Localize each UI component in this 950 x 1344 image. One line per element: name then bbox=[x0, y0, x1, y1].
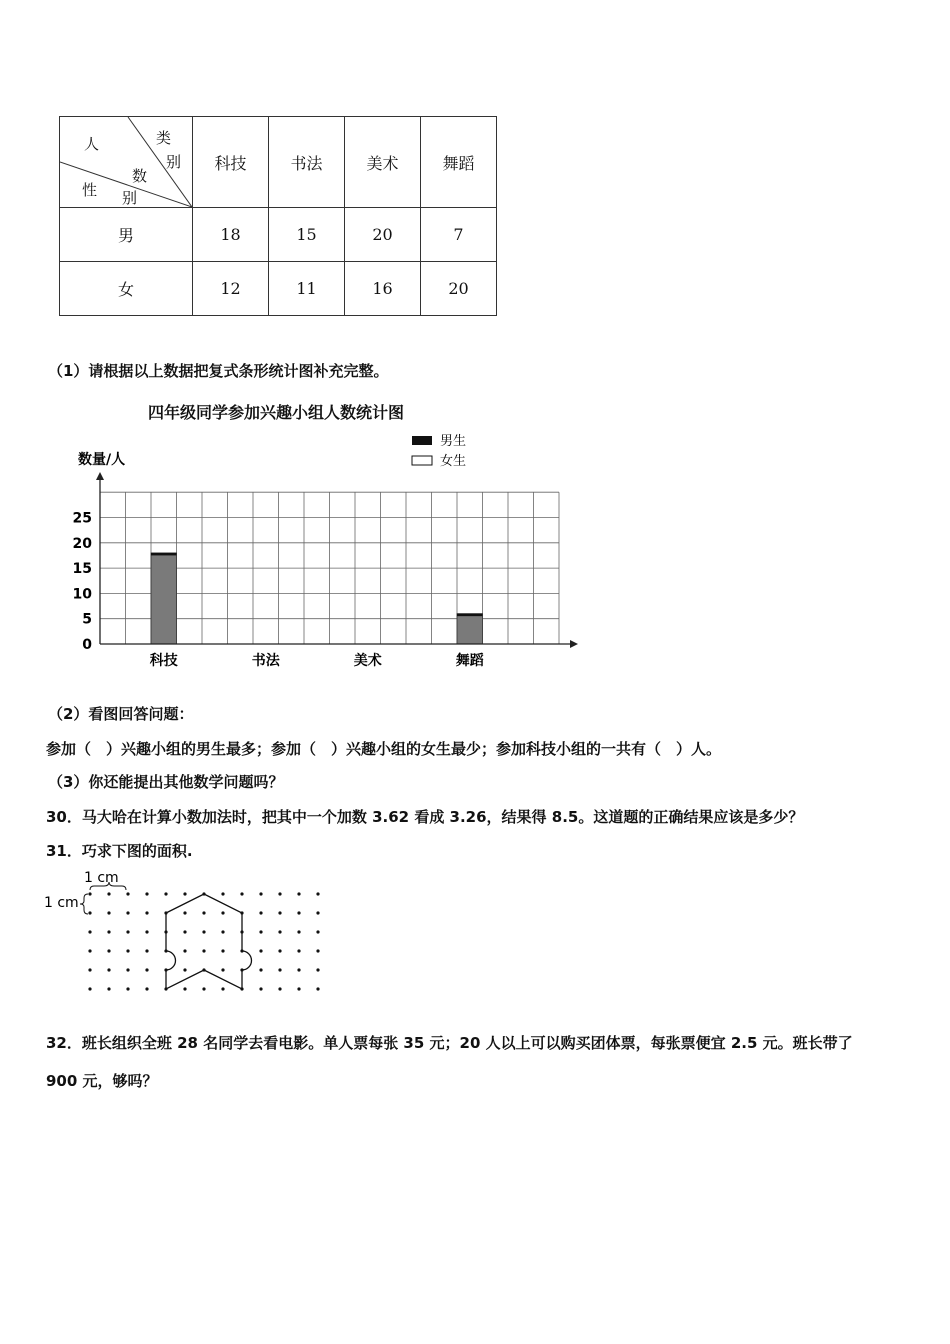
grid-dot bbox=[316, 968, 319, 971]
legend-label-boys: 男生 bbox=[440, 434, 467, 449]
grid-dot bbox=[316, 911, 319, 914]
grid-dot bbox=[107, 968, 110, 971]
bar-boys bbox=[457, 614, 483, 644]
x-axis-arrow bbox=[570, 640, 578, 648]
bar-top-mark bbox=[457, 614, 483, 617]
legend-label-girls: 女生 bbox=[440, 454, 467, 469]
x-tick-label: 书法 bbox=[251, 653, 280, 669]
corner-label-ren: 人 bbox=[84, 135, 100, 153]
grid-dot bbox=[88, 968, 91, 971]
y-tick-label: 10 bbox=[72, 586, 92, 603]
grid-dot bbox=[221, 968, 224, 971]
grid-dot bbox=[221, 911, 224, 914]
grid-dot bbox=[183, 892, 186, 895]
cell-girls-wudao: 20 bbox=[421, 262, 497, 316]
grid-dot bbox=[259, 892, 262, 895]
corner-label-bie1: 别 bbox=[166, 153, 182, 171]
grid-dot bbox=[183, 949, 186, 952]
grid-dot bbox=[145, 949, 148, 952]
grid-dot bbox=[278, 987, 281, 990]
y-tick-label: 5 bbox=[82, 611, 92, 628]
puzzle-shape-outline bbox=[166, 894, 252, 989]
x-tick-label: 科技 bbox=[149, 653, 178, 669]
y-tick-labels bbox=[73, 511, 93, 654]
grid-dot bbox=[88, 987, 91, 990]
legend-swatch-boys bbox=[412, 436, 432, 445]
x-tick-label: 美术 bbox=[353, 653, 382, 669]
bar-chart bbox=[60, 428, 580, 673]
x-tick-labels bbox=[150, 652, 484, 669]
grid-dot bbox=[88, 930, 91, 933]
grid-dot bbox=[221, 930, 224, 933]
grid-dot bbox=[297, 968, 300, 971]
cell-girls-shufa: 11 bbox=[269, 262, 345, 316]
corner-label-shu: 数 bbox=[132, 167, 148, 185]
grid-dot bbox=[126, 987, 129, 990]
col-header-keji: 科技 bbox=[193, 117, 269, 208]
row-label-boys: 男 bbox=[60, 208, 193, 262]
grid-dot bbox=[297, 987, 300, 990]
grid-dot bbox=[259, 930, 262, 933]
grid-dot bbox=[107, 892, 110, 895]
grid-dot bbox=[88, 949, 91, 952]
grid-dot bbox=[316, 892, 319, 895]
cell-girls-meishu: 16 bbox=[345, 262, 421, 316]
dot-grid bbox=[88, 892, 319, 990]
legend-swatch-girls bbox=[412, 456, 432, 465]
question-31: 31．巧求下图的面积. bbox=[46, 842, 193, 860]
grid-dot bbox=[107, 949, 110, 952]
grid-dot bbox=[278, 949, 281, 952]
interest-group-table bbox=[59, 116, 497, 316]
legend bbox=[412, 433, 466, 469]
y-tick-label: 15 bbox=[72, 561, 92, 578]
col-header-wudao: 舞蹈 bbox=[421, 117, 497, 208]
grid-dot bbox=[221, 892, 224, 895]
grid-dot bbox=[183, 930, 186, 933]
grid-dot bbox=[202, 930, 205, 933]
grid-dot bbox=[164, 892, 167, 895]
unit-label-horizontal: 1 cm bbox=[84, 870, 119, 886]
grid-dot bbox=[88, 892, 91, 895]
x-tick-label: 舞蹈 bbox=[455, 653, 484, 669]
row-label-girls: 女 bbox=[60, 262, 193, 316]
table-row-boys bbox=[60, 208, 497, 262]
bar-boys bbox=[151, 553, 177, 644]
grid-dot bbox=[183, 987, 186, 990]
corner-label-xing: 性 bbox=[82, 181, 98, 199]
grid-dot bbox=[126, 949, 129, 952]
grid-dot bbox=[88, 911, 91, 914]
question-2-title: （2）看图回答问题： bbox=[48, 705, 194, 723]
corner-cell bbox=[60, 117, 193, 208]
y-tick-label: 25 bbox=[72, 510, 92, 527]
table-row-girls bbox=[60, 262, 497, 316]
question-1: （1）请根据以上数据把复式条形统计图补充完整。 bbox=[48, 362, 389, 380]
grid-dot bbox=[107, 911, 110, 914]
grid-dot bbox=[297, 911, 300, 914]
grid-dot bbox=[278, 892, 281, 895]
grid-dot bbox=[126, 892, 129, 895]
corner-label-bie2: 别 bbox=[122, 189, 138, 207]
grid-dot bbox=[278, 930, 281, 933]
chart-title: 四年级同学参加兴趣小组人数统计图 bbox=[148, 403, 405, 422]
cell-boys-meishu: 20 bbox=[345, 208, 421, 262]
grid-dot bbox=[145, 911, 148, 914]
chart-bars bbox=[151, 553, 483, 644]
col-header-meishu: 美术 bbox=[345, 117, 421, 208]
unit-label-vertical: 1 cm bbox=[44, 895, 79, 911]
grid-dot bbox=[221, 987, 224, 990]
grid-dot bbox=[145, 968, 148, 971]
bar-top-mark bbox=[151, 553, 177, 556]
grid-dot bbox=[316, 930, 319, 933]
grid-dot bbox=[316, 949, 319, 952]
grid-dot bbox=[126, 968, 129, 971]
y-axis-label: 数量/人 bbox=[78, 452, 126, 468]
grid-dot bbox=[126, 911, 129, 914]
grid-dot bbox=[126, 930, 129, 933]
question-3: （3）你还能提出其他数学问题吗？ bbox=[48, 773, 284, 791]
question-32-line2: 900 元，够吗？ bbox=[46, 1072, 158, 1090]
grid-dot bbox=[107, 930, 110, 933]
grid-dot bbox=[202, 949, 205, 952]
grid-dot bbox=[240, 892, 243, 895]
grid-dot bbox=[202, 911, 205, 914]
question-2-body: 参加（ ）兴趣小组的男生最多；参加（ ）兴趣小组的女生最少；参加科技小组的一共有（ ）人。 bbox=[46, 740, 722, 758]
grid-dot bbox=[259, 987, 262, 990]
grid-dot bbox=[259, 949, 262, 952]
col-header-shufa: 书法 bbox=[269, 117, 345, 208]
grid-dot bbox=[278, 968, 281, 971]
grid-dot bbox=[183, 911, 186, 914]
question-30: 30．马大哈在计算小数加法时，把其中一个加数 3.62 看成 3.26，结果得 8.5。这道题的正确结果应该是多少？ bbox=[46, 808, 804, 826]
grid-dot bbox=[297, 949, 300, 952]
grid-dot bbox=[297, 930, 300, 933]
cell-boys-shufa: 15 bbox=[269, 208, 345, 262]
y-axis-arrow bbox=[96, 472, 104, 480]
grid-dot bbox=[145, 930, 148, 933]
grid-dot bbox=[145, 987, 148, 990]
cell-boys-keji: 18 bbox=[193, 208, 269, 262]
vertical-brace bbox=[80, 894, 88, 914]
cell-girls-keji: 12 bbox=[193, 262, 269, 316]
grid-dot bbox=[202, 987, 205, 990]
y-tick-label: 0 bbox=[82, 637, 92, 653]
grid-dot bbox=[259, 911, 262, 914]
cell-boys-wudao: 7 bbox=[421, 208, 497, 262]
table-header-row bbox=[60, 117, 497, 208]
grid-dot bbox=[183, 968, 186, 971]
question-32-line1: 32．班长组织全班 28 名同学去看电影。单人票每张 35 元；20 人以上可以购买团体票，每张票便宜 2.5 元。班长带了 bbox=[46, 1034, 853, 1052]
grid-dot bbox=[259, 968, 262, 971]
grid-dot bbox=[316, 987, 319, 990]
dot-grid-figure bbox=[40, 864, 340, 1009]
grid-dot bbox=[107, 987, 110, 990]
grid-dot bbox=[278, 911, 281, 914]
grid-dot bbox=[297, 892, 300, 895]
y-tick-label: 20 bbox=[72, 535, 92, 552]
grid-dot bbox=[221, 949, 224, 952]
grid-dot bbox=[145, 892, 148, 895]
corner-label-lei: 类 bbox=[156, 129, 172, 147]
